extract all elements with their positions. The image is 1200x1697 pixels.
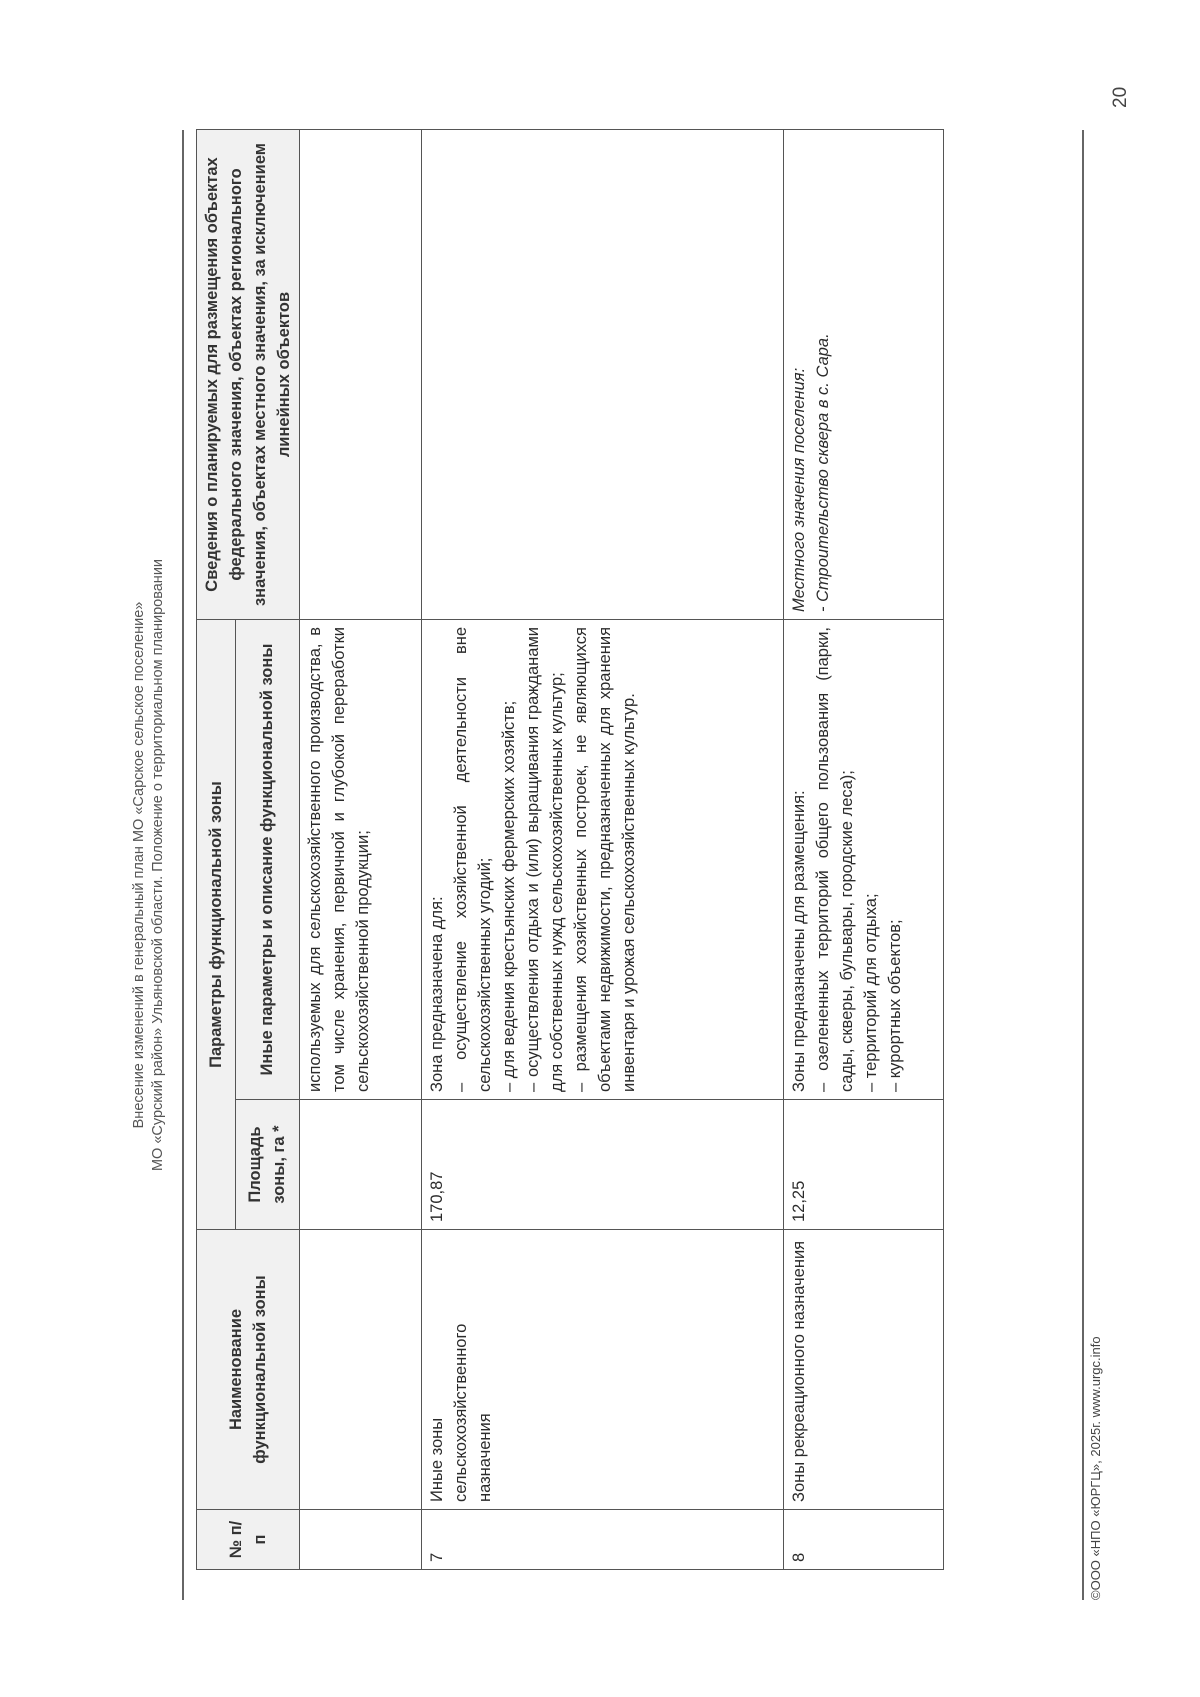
row-description	[300, 620, 422, 1100]
row-name	[300, 1230, 422, 1510]
row-description	[422, 620, 784, 1100]
description-line: – осуществления отдыха и (или) выращивания гражданами для собственных нужд сельскохозяйственных культур;	[524, 627, 566, 1092]
header-line-2: МО «Сурский район» Ульяновской области. Положение о территориальном планировании	[150, 558, 166, 1172]
description-line: – осуществление хозяйственной деятельности вне сельскохозяйственных угодий;	[452, 627, 494, 1092]
description-line: – территорий для отдыха;	[862, 893, 880, 1092]
col-header-area: Площадь зоны, га *	[235, 1100, 299, 1230]
planned-line: Местного значения поселения:	[790, 367, 808, 612]
row-num: 7	[422, 1510, 784, 1570]
description-line: Зоны предназначены для размещения:	[790, 790, 808, 1092]
description-line: – курортных объектов;	[886, 919, 904, 1092]
row-name: Иные зоны сельскохозяйственного назначения	[422, 1230, 784, 1510]
row-area: 12,25	[784, 1100, 944, 1230]
row-area: 170,87	[422, 1100, 784, 1230]
col-header-planned: Сведения о планируемых для размещения объектах федерального значения, объектах регионального значения, объектах местного значения, за исключением линейных объектов	[197, 130, 300, 620]
table-row	[422, 130, 784, 1570]
col-header-other: Иные параметры и описание функциональной зоны	[235, 620, 299, 1100]
page-number: 20	[1110, 86, 1131, 108]
description-line: используемых для сельскохозяйственного производства, в том числе хранения, первичной и глубокой переработки сельскохозяйственной продукции;	[306, 627, 372, 1092]
description-line: – для ведения крестьянских фермерских хозяйств;	[500, 700, 518, 1092]
row-planned	[300, 130, 422, 620]
description-line: – озелененных территорий общего пользования (парки, сады, скверы, бульвары, городские леса);	[814, 627, 856, 1092]
row-area	[300, 1100, 422, 1230]
description-line: Зона предназначена для:	[428, 896, 446, 1092]
row-name: Зоны рекреационного назначения	[784, 1230, 944, 1510]
zones-table	[196, 129, 944, 1570]
col-header-params-group: Параметры функциональной зоны	[197, 620, 236, 1230]
col-header-name: Наименование функциональной зоны	[197, 1230, 300, 1510]
header-rule	[182, 130, 184, 1600]
header-line-1: Внесение изменений в генеральный план МО «Сарское сельское поселение»	[131, 601, 147, 1129]
description-line: – размещения хозяйственных построек, не являющихся объектами недвижимости, предназначенных для хранения инвентаря и урожая сельскохозяйственных культур.	[572, 627, 638, 1092]
row-description	[784, 620, 944, 1100]
document-sheet	[130, 130, 1110, 1600]
row-planned	[784, 130, 944, 620]
running-header	[130, 130, 168, 1600]
row-num: 8	[784, 1510, 944, 1570]
footer-copyright: ©ООО «НПО «ЮРГЦ», 2025г. www.urgc.info	[1088, 1336, 1103, 1600]
table-row	[784, 130, 944, 1570]
footer-rule	[1082, 130, 1084, 1600]
col-header-num: № п/п	[197, 1510, 300, 1570]
row-num	[300, 1510, 422, 1570]
table-row	[300, 130, 422, 1570]
planned-line: - Строительство сквера в с. Сара.	[814, 333, 832, 612]
row-planned	[422, 130, 784, 620]
